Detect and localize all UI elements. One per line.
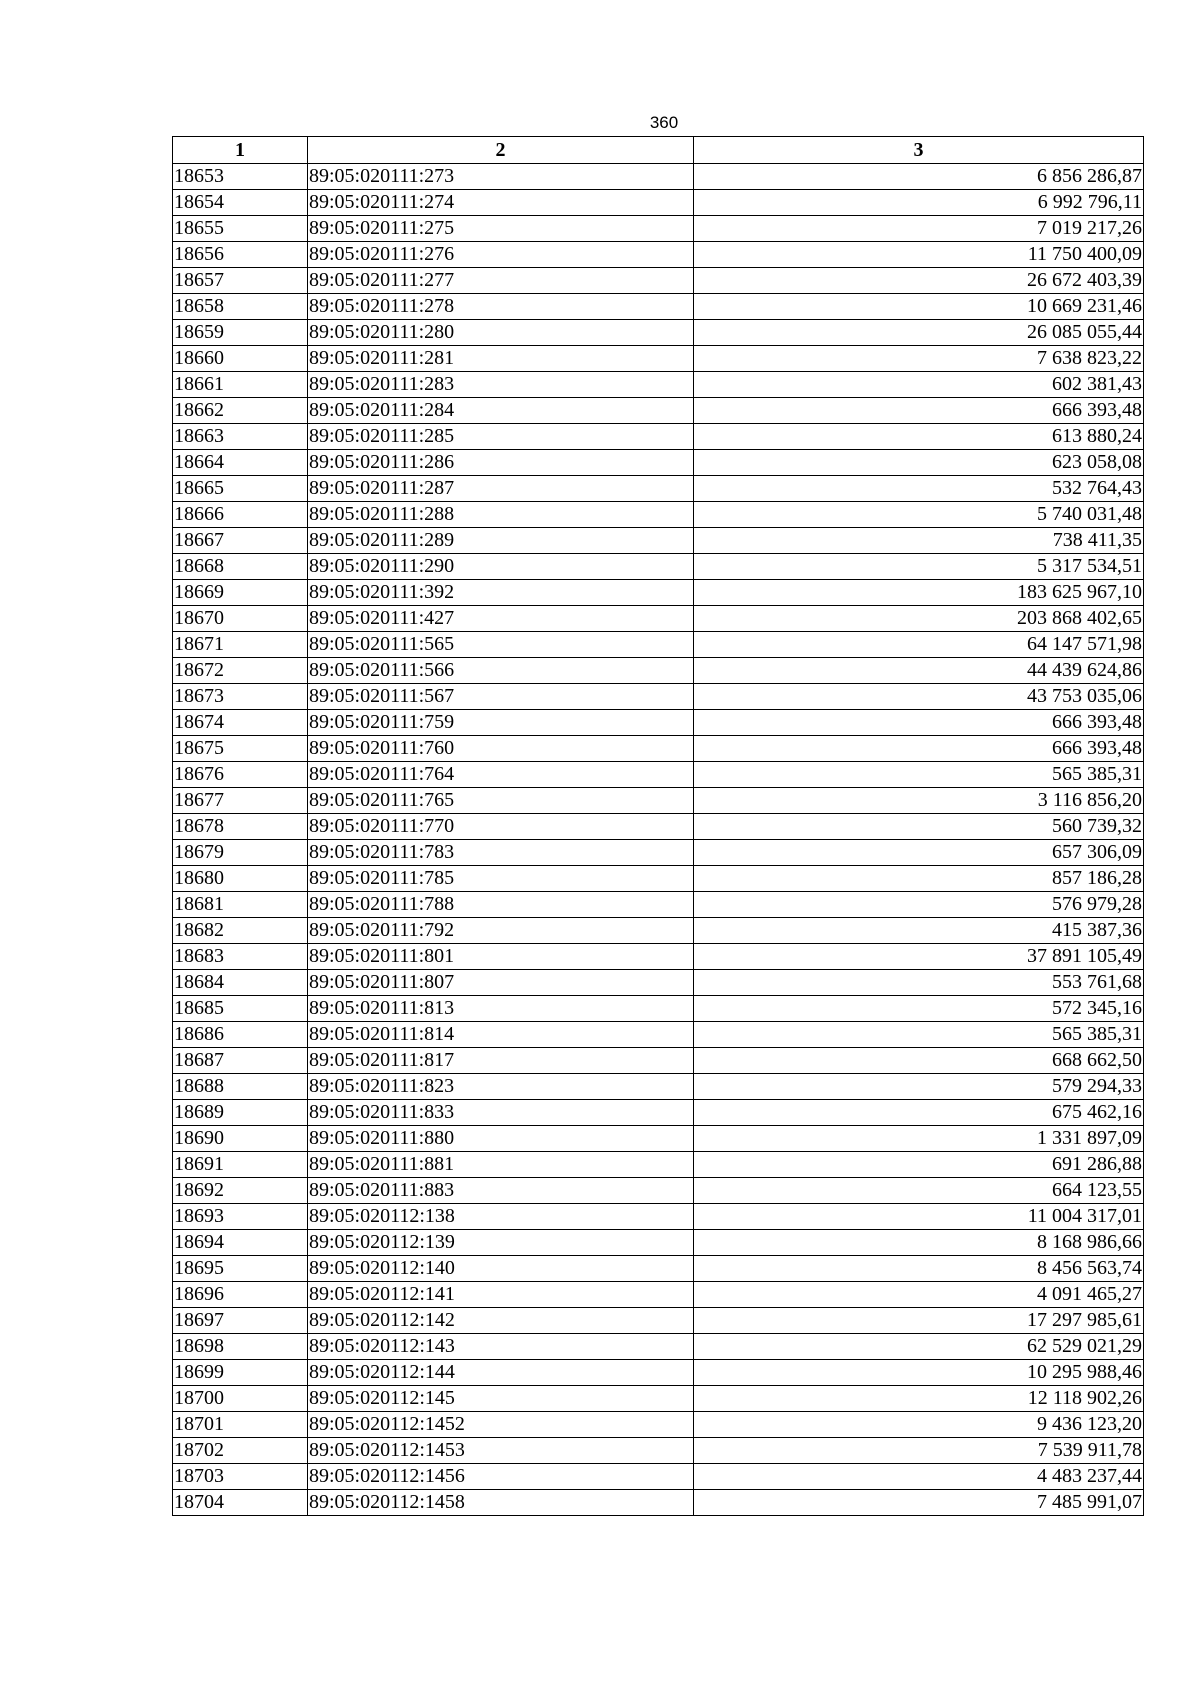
row-number-cell: 18704: [173, 1490, 308, 1516]
row-number-cell: 18702: [173, 1438, 308, 1464]
row-number-cell: 18654: [173, 190, 308, 216]
table-row: [173, 788, 1144, 814]
row-number-cell: 18665: [173, 476, 308, 502]
cadastral-number-cell: 89:05:020111:427: [308, 606, 694, 632]
cadastral-value-cell: 565 385,31: [694, 1022, 1144, 1048]
row-number-cell: 18689: [173, 1100, 308, 1126]
row-number-cell: 18662: [173, 398, 308, 424]
row-number-cell: 18673: [173, 684, 308, 710]
row-number-cell: 18672: [173, 658, 308, 684]
cadastral-number-cell: 89:05:020111:881: [308, 1152, 694, 1178]
column-header-2: 2: [308, 137, 694, 164]
cadastral-value-cell: 579 294,33: [694, 1074, 1144, 1100]
table-row: [173, 1100, 1144, 1126]
cadastral-number-cell: 89:05:020112:143: [308, 1334, 694, 1360]
cadastral-value-cell: 11 750 400,09: [694, 242, 1144, 268]
row-number-cell: 18671: [173, 632, 308, 658]
table-row: [173, 554, 1144, 580]
cadastral-value-cell: 37 891 105,49: [694, 944, 1144, 970]
table-row: [173, 1152, 1144, 1178]
cadastral-value-cell: 7 539 911,78: [694, 1438, 1144, 1464]
table-row: [173, 1230, 1144, 1256]
cadastral-number-cell: 89:05:020112:1453: [308, 1438, 694, 1464]
cadastral-number-cell: 89:05:020111:284: [308, 398, 694, 424]
row-number-cell: 18686: [173, 1022, 308, 1048]
row-number-cell: 18693: [173, 1204, 308, 1230]
cadastral-number-cell: 89:05:020111:770: [308, 814, 694, 840]
table-row: [173, 684, 1144, 710]
table-row: [173, 710, 1144, 736]
cadastral-number-cell: 89:05:020111:817: [308, 1048, 694, 1074]
cadastral-value-cell: 7 485 991,07: [694, 1490, 1144, 1516]
cadastral-number-cell: 89:05:020111:274: [308, 190, 694, 216]
cadastral-value-cell: 203 868 402,65: [694, 606, 1144, 632]
table-body: [173, 164, 1144, 1516]
cadastral-number-cell: 89:05:020111:289: [308, 528, 694, 554]
cadastral-number-cell: 89:05:020111:287: [308, 476, 694, 502]
cadastral-value-cell: 7 019 217,26: [694, 216, 1144, 242]
cadastral-value-cell: 10 669 231,46: [694, 294, 1144, 320]
cadastral-value-cell: 532 764,43: [694, 476, 1144, 502]
table-row: [173, 1386, 1144, 1412]
table-row: [173, 1022, 1144, 1048]
row-number-cell: 18670: [173, 606, 308, 632]
table-row: [173, 216, 1144, 242]
row-number-cell: 18667: [173, 528, 308, 554]
table-row: [173, 268, 1144, 294]
cadastral-value-cell: 4 091 465,27: [694, 1282, 1144, 1308]
table-row: [173, 1074, 1144, 1100]
cadastral-value-cell: 17 297 985,61: [694, 1308, 1144, 1334]
row-number-cell: 18660: [173, 346, 308, 372]
cadastral-value-cell: 5 317 534,51: [694, 554, 1144, 580]
cadastral-value-cell: 415 387,36: [694, 918, 1144, 944]
table-row: [173, 1282, 1144, 1308]
cadastral-value-cell: 26 672 403,39: [694, 268, 1144, 294]
row-number-cell: 18681: [173, 892, 308, 918]
row-number-cell: 18657: [173, 268, 308, 294]
cadastral-number-cell: 89:05:020111:567: [308, 684, 694, 710]
row-number-cell: 18656: [173, 242, 308, 268]
cadastral-value-cell: 738 411,35: [694, 528, 1144, 554]
row-number-cell: 18695: [173, 1256, 308, 1282]
table-row: [173, 1464, 1144, 1490]
cadastral-value-cell: 666 393,48: [694, 398, 1144, 424]
cadastral-value-cell: 666 393,48: [694, 736, 1144, 762]
table-row: [173, 1412, 1144, 1438]
table-row: [173, 1256, 1144, 1282]
row-number-cell: 18697: [173, 1308, 308, 1334]
cadastral-number-cell: 89:05:020111:833: [308, 1100, 694, 1126]
row-number-cell: 18663: [173, 424, 308, 450]
cadastral-number-cell: 89:05:020111:283: [308, 372, 694, 398]
row-number-cell: 18674: [173, 710, 308, 736]
row-number-cell: 18676: [173, 762, 308, 788]
cadastral-number-cell: 89:05:020112:145: [308, 1386, 694, 1412]
cadastral-number-cell: 89:05:020112:1452: [308, 1412, 694, 1438]
cadastral-number-cell: 89:05:020112:139: [308, 1230, 694, 1256]
table-row: [173, 1438, 1144, 1464]
row-number-cell: 18668: [173, 554, 308, 580]
column-header-3: 3: [694, 137, 1144, 164]
cadastral-value-cell: 3 116 856,20: [694, 788, 1144, 814]
table-row: [173, 502, 1144, 528]
cadastral-value-cell: 691 286,88: [694, 1152, 1144, 1178]
row-number-cell: 18675: [173, 736, 308, 762]
table-row: [173, 1360, 1144, 1386]
cadastral-number-cell: 89:05:020111:288: [308, 502, 694, 528]
table-row: [173, 190, 1144, 216]
cadastral-value-cell: 560 739,32: [694, 814, 1144, 840]
cadastral-number-cell: 89:05:020111:566: [308, 658, 694, 684]
table-row: [173, 970, 1144, 996]
column-header-1: 1: [173, 137, 308, 164]
cadastral-value-cell: 6 992 796,11: [694, 190, 1144, 216]
table-row: [173, 736, 1144, 762]
cadastral-number-cell: 89:05:020111:278: [308, 294, 694, 320]
cadastral-value-cell: 26 085 055,44: [694, 320, 1144, 346]
cadastral-value-cell: 11 004 317,01: [694, 1204, 1144, 1230]
cadastral-value-cell: 5 740 031,48: [694, 502, 1144, 528]
row-number-cell: 18658: [173, 294, 308, 320]
cadastral-value-cell: 43 753 035,06: [694, 684, 1144, 710]
table-row: [173, 450, 1144, 476]
cadastral-number-cell: 89:05:020111:764: [308, 762, 694, 788]
cadastral-number-cell: 89:05:020111:277: [308, 268, 694, 294]
row-number-cell: 18692: [173, 1178, 308, 1204]
table-row: [173, 580, 1144, 606]
cadastral-number-cell: 89:05:020112:1456: [308, 1464, 694, 1490]
table-row: [173, 996, 1144, 1022]
row-number-cell: 18666: [173, 502, 308, 528]
cadastral-value-cell: 9 436 123,20: [694, 1412, 1144, 1438]
cadastral-value-cell: 1 331 897,09: [694, 1126, 1144, 1152]
table-row: [173, 814, 1144, 840]
cadastral-number-cell: 89:05:020111:275: [308, 216, 694, 242]
table-row: [173, 840, 1144, 866]
table-row: [173, 632, 1144, 658]
cadastral-value-cell: 623 058,08: [694, 450, 1144, 476]
cadastral-value-cell: 44 439 624,86: [694, 658, 1144, 684]
table-row: [173, 1178, 1144, 1204]
cadastral-value-cell: 12 118 902,26: [694, 1386, 1144, 1412]
cadastral-value-cell: 576 979,28: [694, 892, 1144, 918]
cadastral-number-cell: 89:05:020111:785: [308, 866, 694, 892]
cadastral-value-cell: 6 856 286,87: [694, 164, 1144, 190]
cadastral-number-cell: 89:05:020111:760: [308, 736, 694, 762]
row-number-cell: 18684: [173, 970, 308, 996]
row-number-cell: 18664: [173, 450, 308, 476]
cadastral-number-cell: 89:05:020111:814: [308, 1022, 694, 1048]
cadastral-value-cell: 857 186,28: [694, 866, 1144, 892]
table-row: [173, 918, 1144, 944]
row-number-cell: 18677: [173, 788, 308, 814]
row-number-cell: 18701: [173, 1412, 308, 1438]
row-number-cell: 18655: [173, 216, 308, 242]
cadastral-number-cell: 89:05:020111:823: [308, 1074, 694, 1100]
table-row: [173, 892, 1144, 918]
row-number-cell: 18690: [173, 1126, 308, 1152]
cadastral-number-cell: 89:05:020111:281: [308, 346, 694, 372]
table-row: [173, 1490, 1144, 1516]
cadastral-number-cell: 89:05:020111:290: [308, 554, 694, 580]
cadastral-number-cell: 89:05:020111:565: [308, 632, 694, 658]
cadastral-number-cell: 89:05:020111:807: [308, 970, 694, 996]
cadastral-value-cell: 657 306,09: [694, 840, 1144, 866]
cadastral-number-cell: 89:05:020111:765: [308, 788, 694, 814]
cadastral-value-cell: 64 147 571,98: [694, 632, 1144, 658]
row-number-cell: 18700: [173, 1386, 308, 1412]
cadastral-number-cell: 89:05:020112:144: [308, 1360, 694, 1386]
row-number-cell: 18687: [173, 1048, 308, 1074]
cadastral-number-cell: 89:05:020111:759: [308, 710, 694, 736]
table-row: [173, 398, 1144, 424]
table-row: [173, 242, 1144, 268]
cadastral-value-table: [172, 136, 1144, 1516]
row-number-cell: 18678: [173, 814, 308, 840]
cadastral-number-cell: 89:05:020111:280: [308, 320, 694, 346]
page-number: 360: [649, 113, 679, 132]
cadastral-value-cell: 572 345,16: [694, 996, 1144, 1022]
table-row: [173, 1204, 1144, 1230]
cadastral-value-cell: 183 625 967,10: [694, 580, 1144, 606]
row-number-cell: 18653: [173, 164, 308, 190]
row-number-cell: 18683: [173, 944, 308, 970]
table-row: [173, 320, 1144, 346]
row-number-cell: 18659: [173, 320, 308, 346]
table-row: [173, 944, 1144, 970]
cadastral-number-cell: 89:05:020111:783: [308, 840, 694, 866]
cadastral-number-cell: 89:05:020111:813: [308, 996, 694, 1022]
row-number-cell: 18699: [173, 1360, 308, 1386]
cadastral-value-cell: 8 456 563,74: [694, 1256, 1144, 1282]
row-number-cell: 18685: [173, 996, 308, 1022]
row-number-cell: 18694: [173, 1230, 308, 1256]
cadastral-number-cell: 89:05:020111:276: [308, 242, 694, 268]
cadastral-value-cell: 675 462,16: [694, 1100, 1144, 1126]
row-number-cell: 18703: [173, 1464, 308, 1490]
table-row: [173, 762, 1144, 788]
table-row: [173, 1048, 1144, 1074]
cadastral-number-cell: 89:05:020111:801: [308, 944, 694, 970]
table-row: [173, 424, 1144, 450]
row-number-cell: 18698: [173, 1334, 308, 1360]
cadastral-value-cell: 553 761,68: [694, 970, 1144, 996]
cadastral-number-cell: 89:05:020112:142: [308, 1308, 694, 1334]
cadastral-value-cell: 664 123,55: [694, 1178, 1144, 1204]
table-row: [173, 346, 1144, 372]
cadastral-number-cell: 89:05:020112:141: [308, 1282, 694, 1308]
cadastral-value-cell: 7 638 823,22: [694, 346, 1144, 372]
cadastral-number-cell: 89:05:020111:273: [308, 164, 694, 190]
cadastral-value-cell: 668 662,50: [694, 1048, 1144, 1074]
table-row: [173, 606, 1144, 632]
cadastral-number-cell: 89:05:020112:140: [308, 1256, 694, 1282]
cadastral-number-cell: 89:05:020111:883: [308, 1178, 694, 1204]
cadastral-value-cell: 602 381,43: [694, 372, 1144, 398]
cadastral-number-cell: 89:05:020111:880: [308, 1126, 694, 1152]
cadastral-value-cell: 4 483 237,44: [694, 1464, 1144, 1490]
cadastral-number-cell: 89:05:020111:285: [308, 424, 694, 450]
row-number-cell: 18691: [173, 1152, 308, 1178]
table-header-row: [173, 137, 1144, 164]
table-row: [173, 372, 1144, 398]
cadastral-number-cell: 89:05:020111:392: [308, 580, 694, 606]
table-row: [173, 294, 1144, 320]
cadastral-value-cell: 10 295 988,46: [694, 1360, 1144, 1386]
cadastral-number-cell: 89:05:020112:138: [308, 1204, 694, 1230]
cadastral-number-cell: 89:05:020112:1458: [308, 1490, 694, 1516]
cadastral-value-cell: 8 168 986,66: [694, 1230, 1144, 1256]
cadastral-value-cell: 62 529 021,29: [694, 1334, 1144, 1360]
row-number-cell: 18679: [173, 840, 308, 866]
table-row: [173, 1334, 1144, 1360]
cadastral-value-cell: 666 393,48: [694, 710, 1144, 736]
row-number-cell: 18680: [173, 866, 308, 892]
row-number-cell: 18661: [173, 372, 308, 398]
cadastral-number-cell: 89:05:020111:788: [308, 892, 694, 918]
table-row: [173, 866, 1144, 892]
table-row: [173, 476, 1144, 502]
row-number-cell: 18696: [173, 1282, 308, 1308]
cadastral-number-cell: 89:05:020111:792: [308, 918, 694, 944]
row-number-cell: 18688: [173, 1074, 308, 1100]
table-row: [173, 164, 1144, 190]
table-row: [173, 658, 1144, 684]
cadastral-number-cell: 89:05:020111:286: [308, 450, 694, 476]
cadastral-value-cell: 565 385,31: [694, 762, 1144, 788]
row-number-cell: 18669: [173, 580, 308, 606]
table-row: [173, 1126, 1144, 1152]
table-row: [173, 1308, 1144, 1334]
row-number-cell: 18682: [173, 918, 308, 944]
table-row: [173, 528, 1144, 554]
cadastral-value-cell: 613 880,24: [694, 424, 1144, 450]
